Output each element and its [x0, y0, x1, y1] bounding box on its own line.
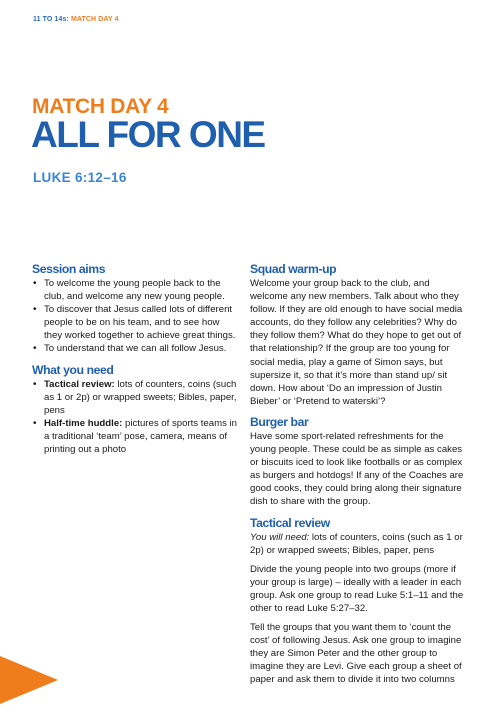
page-title: ALL FOR ONE [31, 114, 265, 155]
what-you-need-list [32, 378, 237, 457]
match-day-label: MATCH DAY 4 [32, 95, 169, 118]
tactical-review-heading: Tactical review [250, 515, 330, 530]
orange-triangle-marker [0, 656, 58, 704]
right-column [250, 262, 465, 687]
running-head-series: 11 TO 14s: [33, 16, 69, 23]
list-item: • Tactical review: lots of counters, coins (such as 1 or 2p) or wrapped sweets; Bibles, paper, pens [33, 378, 237, 416]
burger-bar-heading: Burger bar [250, 414, 309, 429]
scripture-reference: LUKE 6:12–16 [33, 170, 127, 185]
list-item: • Half-time huddle: pictures of sports teams in a traditional ‘team’ pose, camera, means of printing out a photo [33, 417, 237, 456]
squad-warmup-heading: Squad warm-up [250, 262, 337, 276]
left-column [32, 262, 237, 456]
running-head [33, 16, 119, 23]
tactical-review-need: You will need: lots of counters, coins (such as 1 or 2p) or wrapped sweets; Bibles, paper, pens [250, 531, 463, 556]
burger-bar-text: Have some sport-related refreshments for the young people. These could be as simple as cakes or biscuits iced to look like footballs or as complex as burgers and hotdogs! If any of the Coaches are good cooks, they could bring along their signature dish to share with the group. [250, 430, 464, 508]
list-item: • To discover that Jesus called lots of different people to be on his team, and to see how they worked together to achieve great things. [33, 304, 236, 342]
list-item: • To understand that we can all follow Jesus. [33, 343, 227, 355]
list-item: • To welcome the young people back to the club, and welcome any new young people. [33, 278, 225, 303]
session-aims-list [32, 277, 237, 356]
what-you-need-heading: What you need [32, 362, 114, 377]
squad-warmup-text: Welcome your group back to the club, and welcome any new members. Talk about who they follow. If they are old enough to have social media accounts, do they follow any celebrities? Why do they follow them? What do they hope to get out of that relationship? If the group are too young for social media, play a game of Simon says, but supersize it, so that it’s more than stand up/ sit down. How about ‘Do an impression of Justin Bieber’ or ‘Pretend to waterski’? [250, 278, 463, 407]
tactical-review-para-1: Divide the young people into two groups (more if your group is large) – ideally with a leader in each group. Ask one group to read Luke 5:1–11 and the other to read Luke 5:27–32. [250, 563, 464, 614]
tactical-review-para-2: Tell the groups that you want them to ‘count the cost’ of following Jesus. Ask one group to imagine they are Simon Peter and the other group to imagine they are Levi. Give each group a sheet of paper and ask them to divide it into two columns [250, 622, 462, 686]
running-head-session: MATCH DAY 4 [70, 16, 119, 23]
session-aims-heading: Session aims [32, 262, 106, 276]
